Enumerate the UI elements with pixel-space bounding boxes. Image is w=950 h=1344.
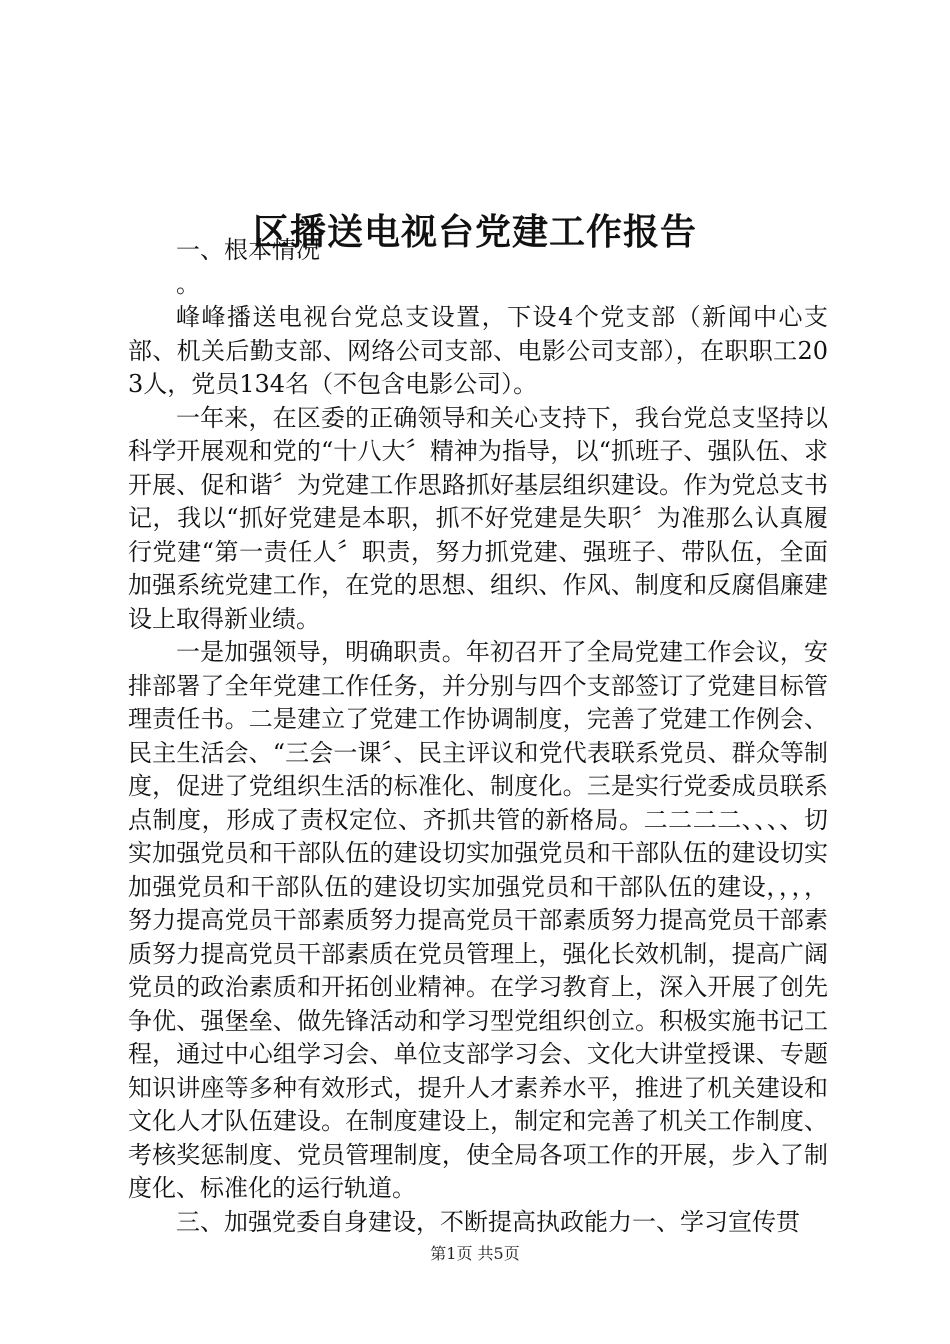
page-footer: 第1页 共5页 xyxy=(430,1244,520,1263)
section-heading-self-building: 三、加强党委自身建设，不断提高执政能力一、学习宣传贯 xyxy=(176,1207,800,1236)
document-body xyxy=(128,234,828,1239)
paragraph-organization: 峰峰播送电视台党总支设置，下设4个党支部（新闻中心支部、机关后勤支部、网络公司支部、电影公司支部），在职职工203人，党员134名（不包含电影公司）。 xyxy=(128,303,828,398)
paragraph-measures: 一是加强领导，明确职责。年初召开了全局党建工作会议，安排部署了全年党建工作任务，并分别与四个支部签订了党建目标管理责任书。二是建立了党建工作协调制度，完善了党建工作例会、民主生活会、“三会一课〞、民主评议和党代表联系党员、群众等制度，促进了党组织生活的标准化、制度化。三是实行党委成员联系点制度，形成了责权定位、齐抓共管的新格局。二二二二、、、、切实加强党员和干部队伍的建设切实加强党员和干部队伍的建设切实加强党员和干部队伍的建设切实加强党员和干部队伍的建设，，，，努力提高党员干部素质努力提高党员干部素质努力提高党员干部素质努力提高党员干部素质在党员管理上，强化长效机制，提高广阔党员的政治素质和开拓创业精神。在学习教育上，深入开展了创先争优、强堡垒、做先锋活动和学习型党组织创立。积极实施书记工程，通过中心组学习会、单位支部学习会、文化大讲堂授课、专题知识讲座等多种有效形式，提升人才素养水平，推进了机关建设和文化人才队伍建设。在制度建设上，制定和完善了机关工作制度、考核奖惩制度、党员管理制度，使全局各项工作的开展，步入了制度化、标准化的运行轨道。 xyxy=(128,638,828,1202)
paragraph-overview: 一年来，在区委的正确领导和关心支持下，我台党总支坚持以科学开展观和党的“十八大〞精神为指导，以“抓班子、强队伍、求开展、促和谐〞为党建工作思路抓好基层组织建设。作为党总支书记，我以“抓好党建是本职，抓不好党建是失职〞为准那么认真履行党建“第一责任人〞职责，努力抓党建、强班子、带队伍，全面加强系统党建工作，在党的思想、组织、作风、制度和反腐倡廉建设上取得新业绩。 xyxy=(128,403,828,633)
document-title: 区播送电视台党建工作报告 xyxy=(252,211,697,254)
paragraph-period: 。 xyxy=(176,269,200,298)
section-heading-basic-situation: 一、根本情况 xyxy=(176,236,320,264)
